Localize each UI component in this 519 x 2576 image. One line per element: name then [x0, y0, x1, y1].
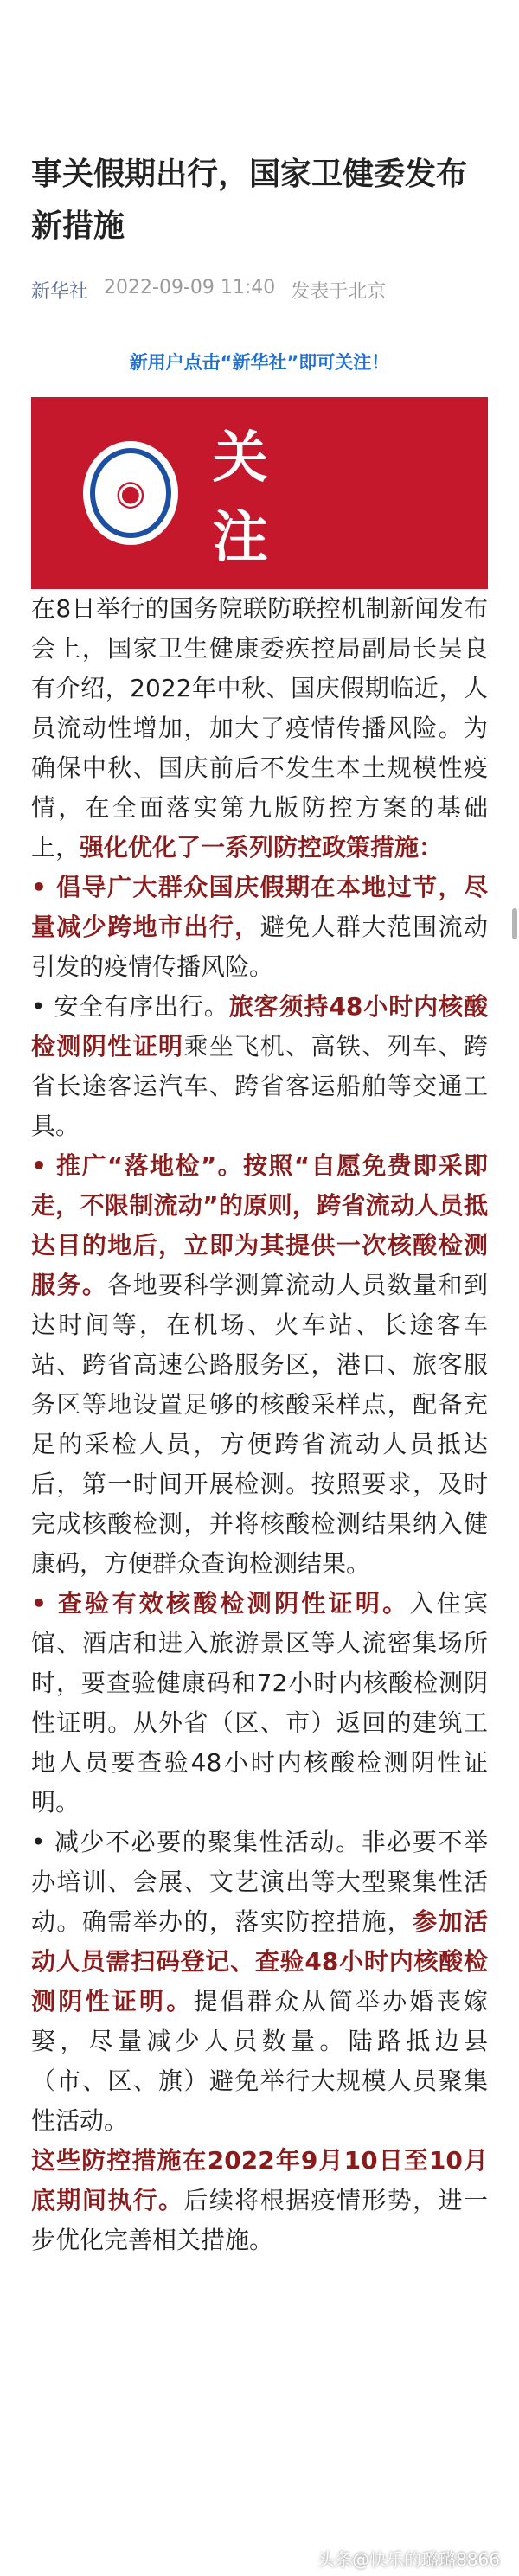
- article-title: 事关假期出行，国家卫健委发布新措施: [31, 157, 468, 244]
- intro-text: 在8日举行的国务院联防联控机制新闻发布会上，国家卫生健康委疾控局副局长吴良有介绍，2022年中秋、国庆假期临近，人员流动性增加，加大了疫情传播风险。为确保中秋、国庆前后不发生本土规模性疫情，在全面落实第九版防控方案的基础上，: [31, 594, 488, 862]
- bullet-4-text: 入住宾馆、酒店和进入旅游景区等人流密集场所时，要查验健康码和72小时内核酸检测阴性证明。从外省（区、市）返回的建筑工地人员要查验48小时内核酸检测阴性证明。: [31, 1589, 488, 1817]
- logo-mark: ◉: [115, 473, 146, 513]
- bullet-landing-test: [31, 1146, 488, 1584]
- xinhua-logo-icon: [83, 441, 178, 545]
- publish-location: 发表于北京: [291, 281, 387, 303]
- bullet-3-emphasis: • 推广“落地检”。按照“自愿免费即采即走，不限制流动”的原则，跨省流动人员抵达目的地后，立即为其提供一次核酸检测服务。: [31, 1151, 488, 1299]
- follow-banner: [31, 397, 488, 589]
- bullet-safe-travel: [31, 987, 488, 1146]
- bullet-4-emphasis: • 查验有效核酸检测阴性证明。: [31, 1589, 410, 1618]
- source-link[interactable]: 新华社: [31, 281, 89, 303]
- bullet-2-text: 乘坐飞机、高铁、列车、跨省长途客运汽车、跨省客运船舶等交通工具。: [31, 1032, 488, 1140]
- publish-datetime: 2022-09-09 11:40: [104, 277, 276, 298]
- bullet-5-emphasis: 参加活动人员需扫码登记、查验48小时内核酸检测阴性证明。: [31, 1907, 488, 2015]
- closing-text: 后续将根据疫情形势，进一步优化完善相关措施。: [31, 2186, 488, 2254]
- intro-emphasis: 强化优化了一系列防控政策措施：: [80, 833, 444, 862]
- follow-tip[interactable]: 新用户点击“新华社”即可关注！: [129, 352, 390, 373]
- bullet-5-lead: • 减少不必要的聚集性活动。非必要不举办培训、会展、文艺演出等大型聚集性活动。确需举办的，落实防控措施，: [31, 1828, 488, 1936]
- closing-emphasis: 这些防控措施在2022年9月10日至10月底期间执行。: [31, 2146, 488, 2214]
- bullet-1-text: 避免人群大范围流动引发的疫情传播风险。: [31, 913, 488, 981]
- bullet-2-lead: • 安全有序出行。: [31, 992, 229, 1021]
- bullet-3-text: 各地要科学测算流动人员数量和到达时间等，在机场、火车站、长途客车站、跨省高速公路服务区，港口、旅客服务区等地设置足够的核酸采样点，配备充足的采检人员，方便跨省流动人员抵达后，第一时间开展检测。按照要求，及时完成核酸检测，并将核酸检测结果纳入健康码，方便群众查询检测结果。: [31, 1271, 488, 1578]
- bullet-reduce-gathering: [31, 1823, 488, 2141]
- bullet-verify-negative: [31, 1584, 488, 1823]
- watermark: 头条@快乐的璐璐8866: [317, 2549, 500, 2570]
- article-meta: [31, 277, 488, 304]
- bullet-1-emphasis: • 倡导广大群众国庆假期在本地过节，尽量减少跨地市出行，: [31, 873, 488, 941]
- bullet-2-emphasis: 旅客须持48小时内核酸检测阴性证明: [31, 992, 488, 1061]
- bullet-5-text: 提倡群众从简举办婚丧嫁娶，尽量减少人员数量。陆路抵边县（市、区、旗）避免举行大规模人员聚集性活动。: [31, 1987, 488, 2135]
- closing-paragraph: [31, 2141, 488, 2260]
- bullet-local-holiday: [31, 868, 488, 987]
- banner-text: 关注: [212, 426, 363, 570]
- intro-paragraph: [31, 589, 488, 868]
- scrollbar-thumb[interactable]: [512, 908, 517, 939]
